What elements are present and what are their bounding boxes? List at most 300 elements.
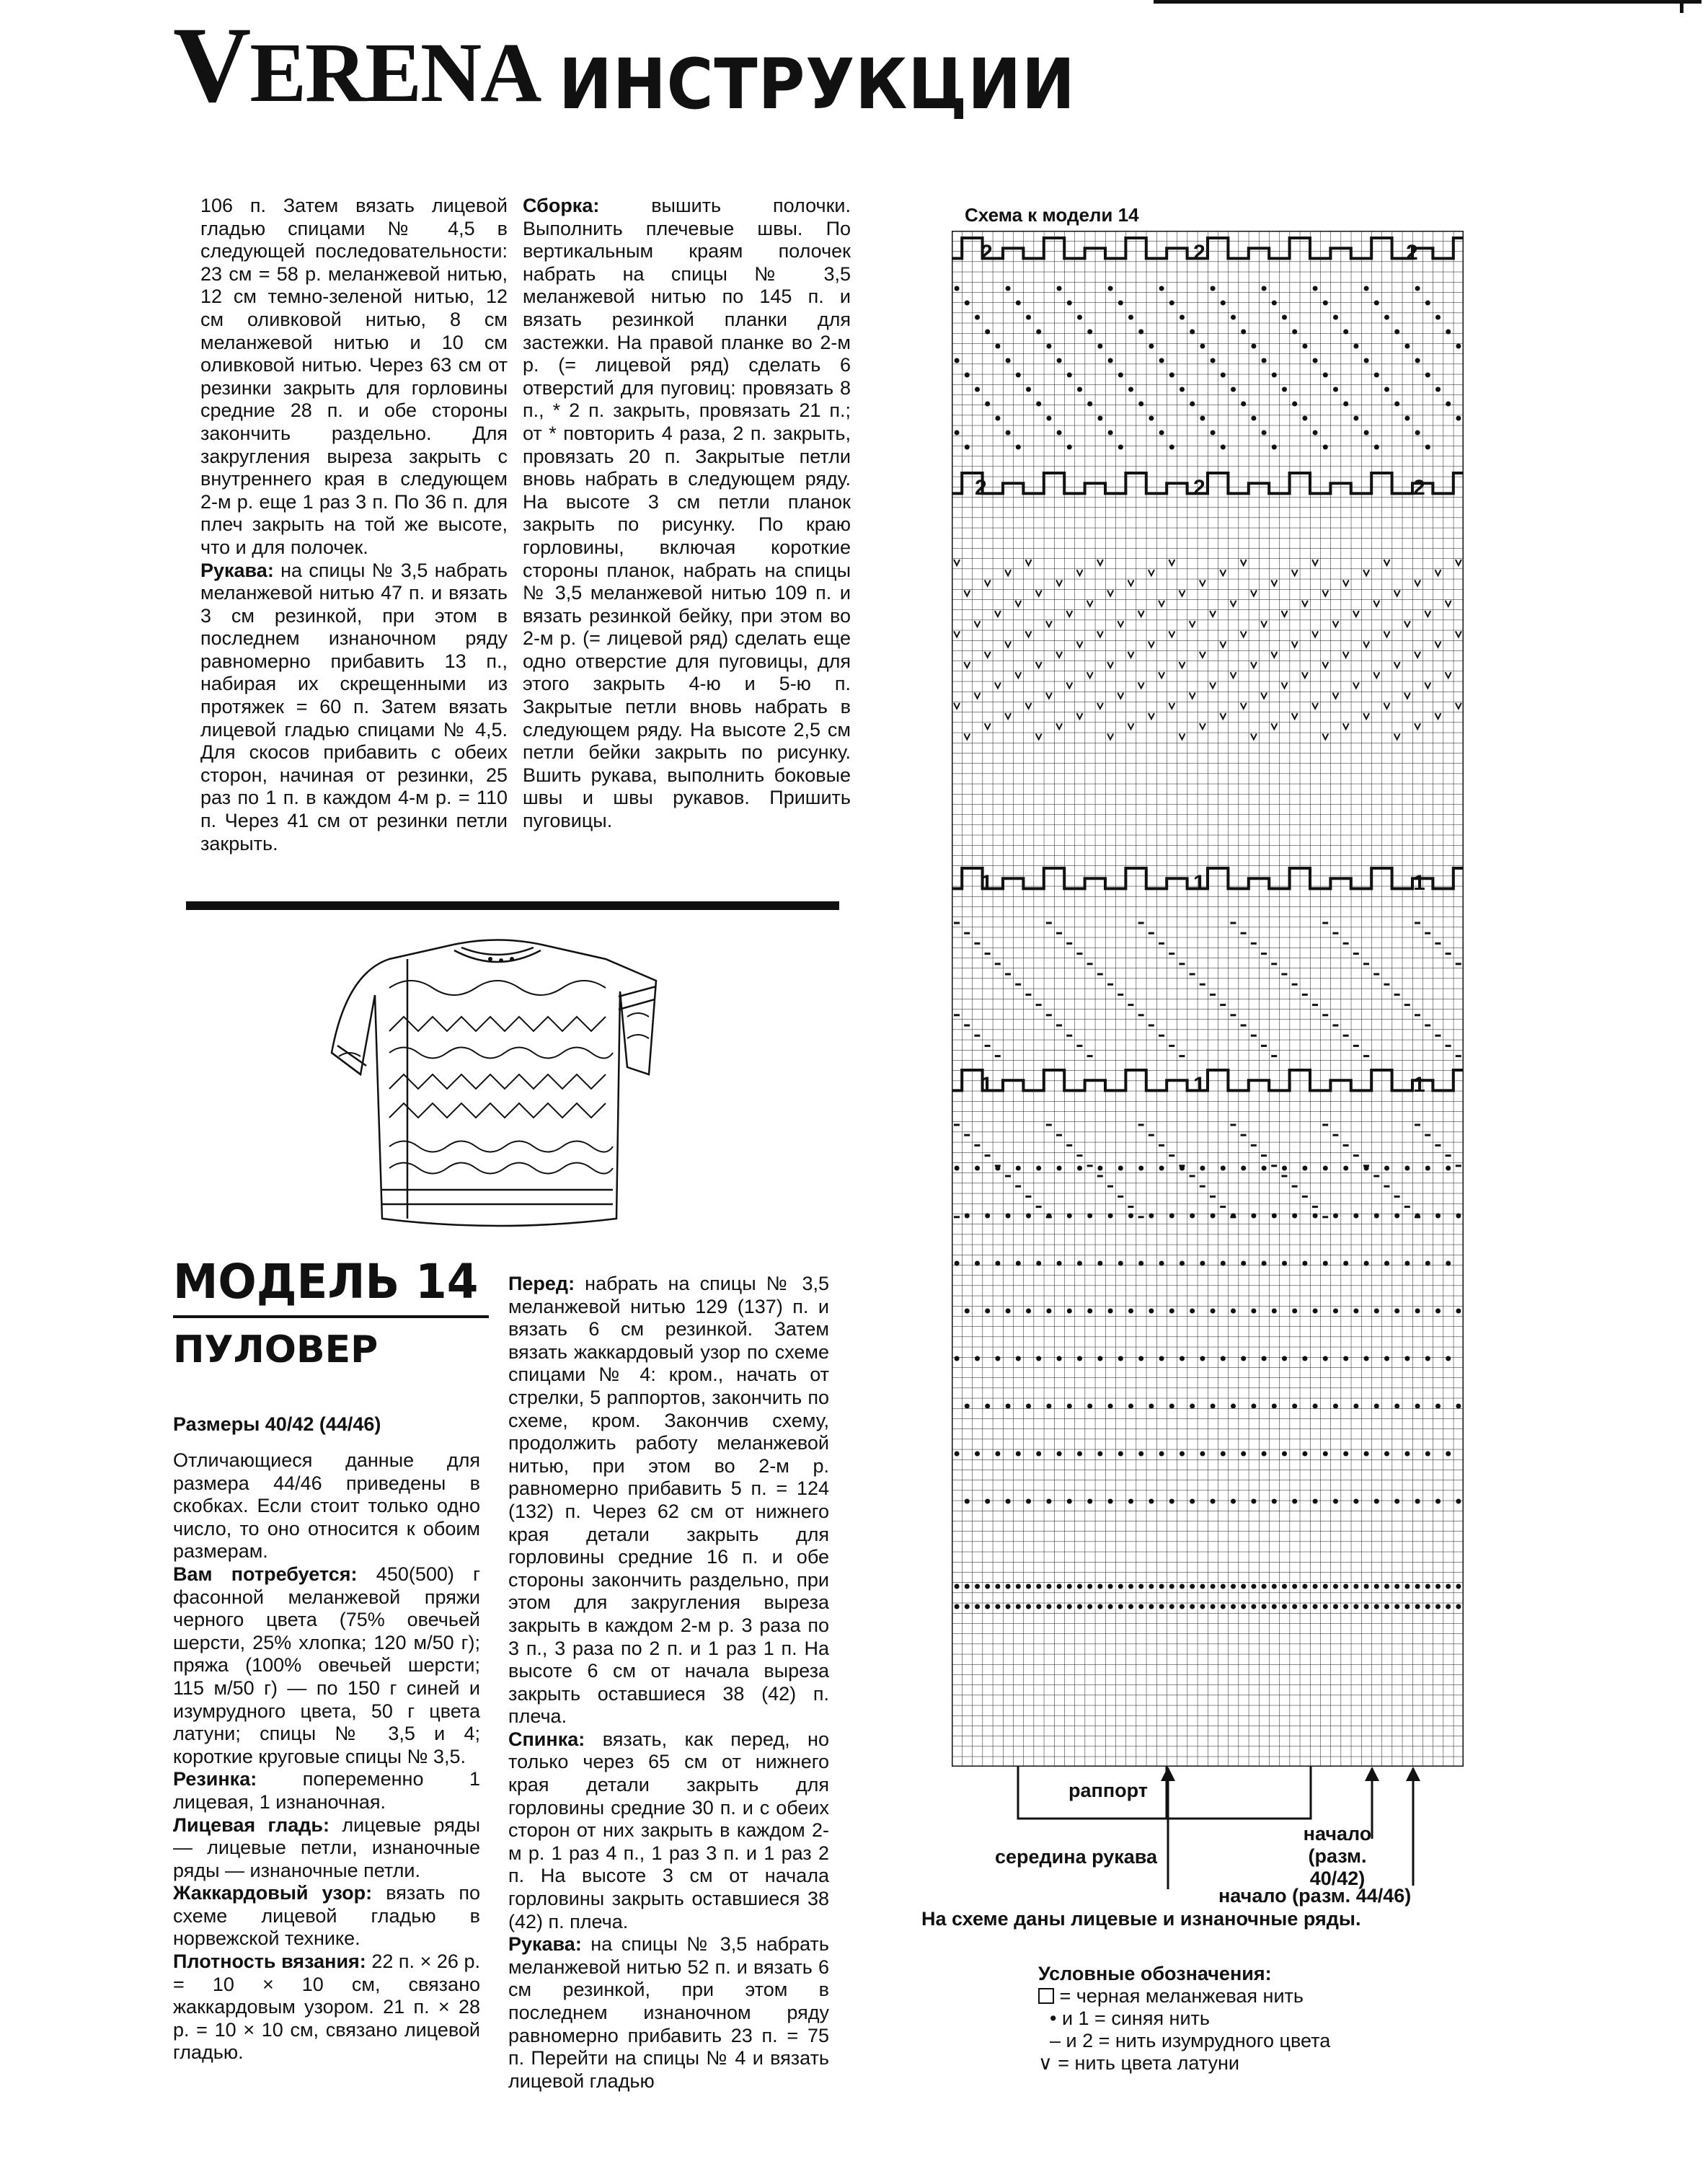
- chart-dot-mark: [1384, 387, 1389, 392]
- chart-dot-mark: [1190, 1309, 1195, 1314]
- chart-dot-mark: [1313, 430, 1318, 436]
- chart-dot-mark: [1067, 1584, 1072, 1589]
- chart-dot-mark: [1221, 373, 1226, 378]
- chart-dot-mark: [985, 1404, 990, 1409]
- arrow-up-icon: [1365, 1767, 1379, 1781]
- chart-dot-mark: [1077, 1356, 1082, 1361]
- chart-dot-mark: [1108, 1604, 1113, 1609]
- chart-dot-mark: [1425, 1261, 1430, 1266]
- chart-dot-mark: [1292, 1404, 1297, 1409]
- chart-dot-mark: [1415, 430, 1420, 436]
- chart-dot-mark: [1251, 1214, 1256, 1219]
- chart-dot-mark: [1200, 1604, 1205, 1609]
- chart-dot-mark: [1323, 1166, 1328, 1171]
- band-marker: 1: [1193, 871, 1205, 895]
- chart-dot-mark: [1108, 1584, 1113, 1589]
- chart-dot-mark: [1138, 1452, 1143, 1457]
- chart-dot-mark: [1118, 1584, 1123, 1589]
- chart-dot-mark: [1404, 1356, 1410, 1361]
- chart-dot-mark: [1272, 445, 1277, 450]
- chart-dot-mark: [1241, 1584, 1246, 1589]
- chart-dot-mark: [1313, 1309, 1318, 1314]
- chart-dot-mark: [1394, 1309, 1399, 1314]
- chart-dot-mark: [1435, 315, 1441, 320]
- chart-dot-mark: [1118, 1166, 1123, 1171]
- chart-dot-mark: [1016, 445, 1021, 450]
- model-subtitle: ПУЛОВЕР: [173, 1328, 379, 1371]
- chart-dot-mark: [1149, 1309, 1154, 1314]
- chart-dot-mark: [1221, 445, 1226, 450]
- chart-dot-mark: [1262, 1452, 1267, 1457]
- top-border-tick: [1680, 0, 1683, 13]
- band-marker: 2: [1193, 241, 1205, 265]
- chart-dot-mark: [1333, 387, 1338, 392]
- chart-dot-mark: [1231, 1309, 1236, 1314]
- chart-dot-mark: [1262, 1604, 1267, 1609]
- chart-dot-mark: [1404, 1604, 1410, 1609]
- chart-dot-mark: [1364, 1452, 1369, 1457]
- chart-dot-mark: [1343, 1584, 1348, 1589]
- legend-item-brass: ∨ = нить цвета латуни: [1038, 2052, 1240, 2074]
- chart-dot-mark: [1353, 1309, 1358, 1314]
- chart-dot-mark: [1241, 330, 1246, 335]
- chart-dot-mark: [1353, 1404, 1358, 1409]
- chart-dot-mark: [965, 1214, 970, 1219]
- chart-dot-mark: [1180, 387, 1185, 392]
- chart-dot-mark: [1057, 430, 1062, 436]
- chart-dot-mark: [1302, 1261, 1307, 1266]
- chart-dot-mark: [1446, 1261, 1451, 1266]
- page-header: [173, 5, 1121, 125]
- chart-dot-mark: [1415, 1309, 1420, 1314]
- text-column-2-top: [523, 195, 851, 833]
- chart-dot-mark: [975, 1356, 980, 1361]
- chart-dot-mark: [1211, 286, 1216, 291]
- chart-dot-mark: [1262, 286, 1267, 291]
- chart-dot-mark: [1251, 1404, 1256, 1409]
- chart-dot-mark: [1221, 301, 1226, 306]
- chart-dot-mark: [1169, 301, 1174, 306]
- chart-dot-mark: [1169, 445, 1174, 450]
- chart-dot-mark: [1067, 1214, 1072, 1219]
- chart-dot-mark: [1364, 1261, 1369, 1266]
- chart-dot-mark: [1016, 1356, 1021, 1361]
- chart-dot-mark: [1006, 1499, 1011, 1504]
- chart-dot-mark: [1057, 1261, 1062, 1266]
- chart-dot-mark: [1026, 315, 1031, 320]
- chart-dot-mark: [1067, 1499, 1072, 1504]
- chart-dot-mark: [1425, 1452, 1430, 1457]
- chart-dot-mark: [1180, 1452, 1185, 1457]
- chart-dot-mark: [1077, 1261, 1082, 1266]
- chart-dot-mark: [1077, 1166, 1082, 1171]
- chart-dot-mark: [1016, 373, 1021, 378]
- text-column-1-top: [200, 195, 508, 855]
- chart-dot-mark: [955, 1166, 960, 1171]
- chart-dot-mark: [1272, 373, 1277, 378]
- chart-dot-mark: [1128, 1214, 1133, 1219]
- chart-dot-mark: [1057, 1604, 1062, 1609]
- chart-dot-mark: [1323, 1584, 1328, 1589]
- chart-dot-mark: [1374, 1214, 1379, 1219]
- chart-dot-mark: [1323, 1261, 1328, 1266]
- chart-dot-mark: [1128, 387, 1133, 392]
- brand-logo: VERENA: [173, 5, 541, 125]
- chart-dot-mark: [1138, 1604, 1143, 1609]
- chart-dot-mark: [1108, 286, 1113, 291]
- band-marker: 1: [1413, 871, 1425, 895]
- chart-dot-mark: [1404, 1452, 1410, 1457]
- chart-dot-mark: [1046, 1604, 1051, 1609]
- chart-dot-mark: [985, 402, 990, 407]
- chart-dot-mark: [1138, 1261, 1143, 1266]
- start-label-40-42: начало (разм. 40/42): [1303, 1823, 1372, 1889]
- chart-dot-mark: [965, 1404, 970, 1409]
- chart-dot-mark: [1456, 1214, 1461, 1219]
- paragraph-sleeves: Рукава: на спицы № 3,5 набрать меланжевой нитью 47 п. и вязать 3 см резинкой, при этом в последнем изнаночном ряду равномерно прибавить 13 п., набирая их скрещенными из протяжек = 60 п. Затем вязать лицевой гладью спицами № 4,5. Для скосов прибавить с обеих сторон, начиная от резинки, 25 раз по 1 п. в каждом 4-м р. = 110 п. Через 41 см от резинки петли закрыть.: [200, 559, 508, 854]
- chart-dot-mark: [1364, 1604, 1369, 1609]
- chart-dot-mark: [985, 1584, 990, 1589]
- chart-dot-mark: [1384, 1356, 1389, 1361]
- chart-dot-mark: [1435, 1214, 1441, 1219]
- chart-dot-mark: [1057, 1166, 1062, 1171]
- chart-dot-mark: [965, 1499, 970, 1504]
- chart-dot-mark: [1169, 1214, 1174, 1219]
- chart-dot-mark: [1006, 1584, 1011, 1589]
- arrow-up-icon: [1161, 1767, 1175, 1781]
- chart-dot-mark: [1251, 344, 1256, 349]
- chart-dot-mark: [1241, 1356, 1246, 1361]
- chart-dot-mark: [1118, 1261, 1123, 1266]
- chart-dot-mark: [1425, 301, 1430, 306]
- chart-dot-mark: [965, 445, 970, 450]
- chart-dot-mark: [1282, 387, 1287, 392]
- chart-dot-mark: [1149, 1499, 1154, 1504]
- model-title-underline: [173, 1315, 489, 1318]
- paragraph-sleeves-2: Рукава: на спицы № 3,5 набрать меланжевой нитью 52 п. и вязать 6 см резинкой, при этом в последнем изнаночном ряду равномерно прибавить 23 п. = 75 п. Перейти на спицы № 4 и вязать лицевой гладью: [508, 1933, 829, 2092]
- chart-dot-mark: [1313, 358, 1318, 363]
- chart-dot-mark: [1036, 402, 1041, 407]
- chart-dot-mark: [1077, 315, 1082, 320]
- chart-dot-mark: [1149, 344, 1154, 349]
- chart-dot-mark: [1057, 1452, 1062, 1457]
- chart-dot-mark: [985, 1499, 990, 1504]
- chart-dot-mark: [1221, 1604, 1226, 1609]
- chart-dot-mark: [1200, 1261, 1205, 1266]
- chart-dot-mark: [1128, 1499, 1133, 1504]
- chart-dot-mark: [1282, 1261, 1287, 1266]
- chart-dot-mark: [1118, 373, 1123, 378]
- chart-dot-mark: [1364, 430, 1369, 436]
- chart-dot-mark: [1097, 1584, 1102, 1589]
- chart-dot-mark: [1241, 1604, 1246, 1609]
- chart-dot-mark: [955, 1584, 960, 1589]
- chart-dot-mark: [1292, 1214, 1297, 1219]
- chart-dot-mark: [995, 1452, 1000, 1457]
- chart-dot-mark: [1272, 1604, 1277, 1609]
- chart-dot-mark: [1394, 1404, 1399, 1409]
- chart-dot-mark: [1118, 445, 1123, 450]
- chart-dot-mark: [1200, 416, 1205, 421]
- band-marker: 2: [1413, 476, 1425, 500]
- chart-dot-mark: [985, 1604, 990, 1609]
- chart-dot-mark: [975, 1166, 980, 1171]
- chart-dot-mark: [1241, 402, 1246, 407]
- chart-dot-mark: [1435, 1584, 1441, 1589]
- chart-dot-mark: [1456, 1584, 1461, 1589]
- chart-dot-mark: [1046, 1584, 1051, 1589]
- chart-title: Схема к модели 14: [965, 204, 1139, 226]
- chart-dot-mark: [1026, 1499, 1031, 1504]
- chart-dot-mark: [1200, 1452, 1205, 1457]
- chart-dot-mark: [1057, 1584, 1062, 1589]
- chart-dot-mark: [1006, 286, 1011, 291]
- chart-dot-mark: [1180, 1356, 1185, 1361]
- chart-dot-mark: [965, 301, 970, 306]
- chart-dot-mark: [1026, 387, 1031, 392]
- chart-dot-mark: [1128, 1404, 1133, 1409]
- chart-dot-mark: [1353, 1214, 1358, 1219]
- chart-dot-mark: [1077, 1452, 1082, 1457]
- band-marker: 2: [1406, 241, 1418, 265]
- chart-dot-mark: [1169, 1604, 1174, 1609]
- chart-dot-mark: [1190, 330, 1195, 335]
- chart-dot-mark: [1149, 1604, 1154, 1609]
- chart-dot-mark: [1159, 1166, 1164, 1171]
- chart-dot-mark: [1272, 1404, 1277, 1409]
- chart-dot-mark: [1211, 1309, 1216, 1314]
- chart-dot-mark: [1159, 358, 1164, 363]
- chart-dot-mark: [975, 1261, 980, 1266]
- chart-dot-mark: [1016, 1452, 1021, 1457]
- chart-dot-mark: [1404, 1261, 1410, 1266]
- chart-dot-mark: [1446, 330, 1451, 335]
- chart-dot-mark: [1231, 1499, 1236, 1504]
- sizes-heading: Размеры 40/42 (44/46): [173, 1413, 381, 1435]
- chart-dot-mark: [1097, 1356, 1102, 1361]
- chart-dot-mark: [1211, 1214, 1216, 1219]
- chart-dot-mark: [1190, 1214, 1195, 1219]
- chart-dot-mark: [1118, 301, 1123, 306]
- chart-dot-mark: [1435, 1309, 1441, 1314]
- chart-dot-mark: [1046, 1499, 1051, 1504]
- chart-dot-mark: [1211, 1404, 1216, 1409]
- band-marker: 1: [1413, 1073, 1425, 1097]
- chart-dot-mark: [1384, 1452, 1389, 1457]
- chart-dot-mark: [1159, 286, 1164, 291]
- chart-dot-mark: [1425, 373, 1430, 378]
- chart-dot-mark: [1251, 1584, 1256, 1589]
- chart-dot-mark: [1221, 1166, 1226, 1171]
- chart-dot-mark: [1343, 1604, 1348, 1609]
- chart-dot-mark: [1323, 301, 1328, 306]
- chart-dot-mark: [1435, 1404, 1441, 1409]
- chart-dot-mark: [1231, 1604, 1236, 1609]
- chart-dot-mark: [1323, 1452, 1328, 1457]
- chart-dot-mark: [1108, 1214, 1113, 1219]
- chart-dot-mark: [1036, 330, 1041, 335]
- chart-dot-mark: [1128, 1309, 1133, 1314]
- chart-dot-mark: [1292, 1604, 1297, 1609]
- chart-dot-mark: [1221, 1356, 1226, 1361]
- chart-dot-mark: [1333, 1309, 1338, 1314]
- empty-square-icon: [1038, 1988, 1054, 2004]
- paragraph-gauge: Плотность вязания: 22 п. × 26 р. = 10 × 10 см, связано жаккардовым узором. 21 п. × 28 р. = 10 × 10 см, связано лицевой гладью.: [173, 1951, 480, 2064]
- chart-dot-mark: [1435, 387, 1441, 392]
- chart-dot-mark: [1057, 358, 1062, 363]
- chart-dot-mark: [1394, 1499, 1399, 1504]
- chart-dot-mark: [1180, 1604, 1185, 1609]
- chart-dot-mark: [995, 1584, 1000, 1589]
- chart-dot-mark: [955, 1261, 960, 1266]
- chart-dot-mark: [1087, 330, 1092, 335]
- chart-dot-mark: [1251, 1309, 1256, 1314]
- chart-dot-mark: [1087, 402, 1092, 407]
- chart-dot-mark: [1221, 1584, 1226, 1589]
- chart-dot-mark: [1394, 1214, 1399, 1219]
- start-label-44-46: начало (разм. 44/46): [1218, 1885, 1412, 1907]
- paragraph-continued: 106 п. Затем вязать лицевой гладью спицами № 4,5 в следующей последовательности: 23 см = 58 р. меланжевой нитью, 12 см темно-зеленой нитью, 12 см оливковой нитью, 8 см меланжевой нитью и 10 см оливковой нитью. Через 63 см от резинки закрыть для горловины средние 28 п. и обе стороны закончить раздельно. Для закругления выреза закрыть с внутреннего края в следующем 2-м р. еще 1 раз 3 п. По 36 п. для плеч закрыть на той же высоте, что и для полочек.: [200, 195, 508, 558]
- chart-dot-mark: [1036, 1356, 1041, 1361]
- chart-dot-mark: [1200, 1356, 1205, 1361]
- chart-dot-mark: [1190, 1499, 1195, 1504]
- chart-dot-mark: [1138, 402, 1143, 407]
- chart-dot-mark: [1046, 344, 1051, 349]
- chart-dot-mark: [1149, 416, 1154, 421]
- chart-dot-mark: [985, 1309, 990, 1314]
- chart-dot-mark: [1180, 1261, 1185, 1266]
- chart-dot-mark: [1353, 1499, 1358, 1504]
- chart-dot-mark: [1262, 430, 1267, 436]
- chart-dot-mark: [1374, 373, 1379, 378]
- chart-dot-mark: [1241, 1166, 1246, 1171]
- chart-dot-mark: [1159, 430, 1164, 436]
- chart-dot-mark: [1097, 1452, 1102, 1457]
- chart-dot-mark: [1087, 1604, 1092, 1609]
- chart-dot-mark: [1323, 445, 1328, 450]
- chart-dot-mark: [995, 1604, 1000, 1609]
- chart-dot-mark: [1313, 1404, 1318, 1409]
- chart-dot-mark: [1374, 1309, 1379, 1314]
- chart-dot-mark: [1251, 1499, 1256, 1504]
- chart-dot-mark: [1211, 430, 1216, 436]
- chart-dot-mark: [1026, 1584, 1031, 1589]
- chart-dot-mark: [1282, 1604, 1287, 1609]
- chart-dot-mark: [1302, 344, 1307, 349]
- chart-dot-mark: [1211, 1584, 1216, 1589]
- chart-dot-mark: [955, 430, 960, 436]
- chart-dot-mark: [1323, 1356, 1328, 1361]
- chart-dot-mark: [955, 1604, 960, 1609]
- chart-dot-mark: [1282, 315, 1287, 320]
- chart-dot-mark: [1128, 1584, 1133, 1589]
- chart-dot-mark: [1446, 1452, 1451, 1457]
- arrow-up-icon: [1406, 1767, 1420, 1781]
- chart-dot-mark: [985, 1214, 990, 1219]
- chart-dot-mark: [1057, 286, 1062, 291]
- legend-item-emerald: – и 2 = нить изумрудного цвета: [1050, 2030, 1331, 2051]
- chart-dot-mark: [1435, 1604, 1441, 1609]
- chart-dot-mark: [1087, 1584, 1092, 1589]
- chart-dot-mark: [1374, 301, 1379, 306]
- chart-dot-mark: [1006, 1309, 1011, 1314]
- chart-dot-mark: [1067, 1309, 1072, 1314]
- sleeve-middle-label: середина рукава: [995, 1846, 1158, 1868]
- chart-dot-mark: [1087, 1499, 1092, 1504]
- chart-dot-mark: [975, 315, 980, 320]
- band-marker: 1: [1193, 1073, 1205, 1097]
- chart-dot-mark: [1415, 1604, 1420, 1609]
- chart-dot-mark: [1374, 1499, 1379, 1504]
- paragraph-back: Спинка: вязать, как перед, но только через 65 см от нижнего края детали закрыть для горловины средние 30 п. и с обеих сторон от них закрыть в каждом 2-м р. 1 раз 4 п., 1 раз 3 п. и 1 раз 2 п. На высоте 3 см от начала горловины закрыть оставшиеся 38 (42) п. плеча.: [508, 1728, 829, 1932]
- repeat-label: раппорт: [1068, 1780, 1148, 1801]
- chart-dot-mark: [975, 387, 980, 392]
- chart-dot-mark: [1097, 344, 1102, 349]
- chart-dot-mark: [1446, 402, 1451, 407]
- chart-dot-mark: [1067, 1404, 1072, 1409]
- chart-dot-mark: [1272, 1499, 1277, 1504]
- chart-dot-mark: [1374, 1604, 1379, 1609]
- chart-dot-mark: [1333, 315, 1338, 320]
- chart-dot-mark: [1190, 1584, 1195, 1589]
- chart-dot-mark: [1169, 373, 1174, 378]
- chart-dot-mark: [1006, 1404, 1011, 1409]
- chart-dot-mark: [985, 330, 990, 335]
- chart-dot-mark: [1313, 1584, 1318, 1589]
- chart-dot-mark: [1302, 1452, 1307, 1457]
- chart-dot-mark: [1118, 1604, 1123, 1609]
- chart-dot-mark: [1262, 1261, 1267, 1266]
- chart-note: На схеме даны лицевые и изнаночные ряды.: [921, 1908, 1361, 1930]
- chart-dot-mark: [1231, 315, 1236, 320]
- chart-dot-mark: [1446, 1166, 1451, 1171]
- chart-dot-mark: [1006, 430, 1011, 436]
- chart-dot-mark: [1446, 1604, 1451, 1609]
- band-marker: 2: [981, 241, 993, 265]
- chart-dot-mark: [1180, 1584, 1185, 1589]
- chart-dot-mark: [1006, 1214, 1011, 1219]
- text-column-1-bottom: [173, 1449, 480, 2064]
- chart-dot-mark: [1394, 402, 1399, 407]
- chart-dot-mark: [1036, 1452, 1041, 1457]
- chart-dot-mark: [1231, 1584, 1236, 1589]
- chart-dot-mark: [1231, 1404, 1236, 1409]
- chart-dot-mark: [1036, 1584, 1041, 1589]
- chart-dot-mark: [1446, 1356, 1451, 1361]
- chart-dot-mark: [1456, 1499, 1461, 1504]
- chart-dot-mark: [1046, 1309, 1051, 1314]
- chart-dot-mark: [1128, 315, 1133, 320]
- chart-dot-mark: [1272, 1584, 1277, 1589]
- chart-dot-mark: [1057, 1356, 1062, 1361]
- chart-dot-mark: [1374, 445, 1379, 450]
- chart-dot-mark: [1200, 1166, 1205, 1171]
- chart-dot-mark: [1138, 330, 1143, 335]
- chart-dot-mark: [1241, 1452, 1246, 1457]
- chart-dot-mark: [1292, 402, 1297, 407]
- model-title: МОДЕЛЬ 14: [173, 1254, 479, 1309]
- chart-dot-mark: [975, 1584, 980, 1589]
- chart-dot-mark: [1251, 416, 1256, 421]
- chart-dot-mark: [1425, 1356, 1430, 1361]
- chart-dot-mark: [1364, 358, 1369, 363]
- chart-dot-mark: [1097, 1604, 1102, 1609]
- chart-dot-mark: [1026, 1604, 1031, 1609]
- chart-dot-mark: [1394, 1584, 1399, 1589]
- chart-dot-mark: [1231, 387, 1236, 392]
- chart-dot-mark: [1221, 1452, 1226, 1457]
- chart-dot-mark: [1149, 1404, 1154, 1409]
